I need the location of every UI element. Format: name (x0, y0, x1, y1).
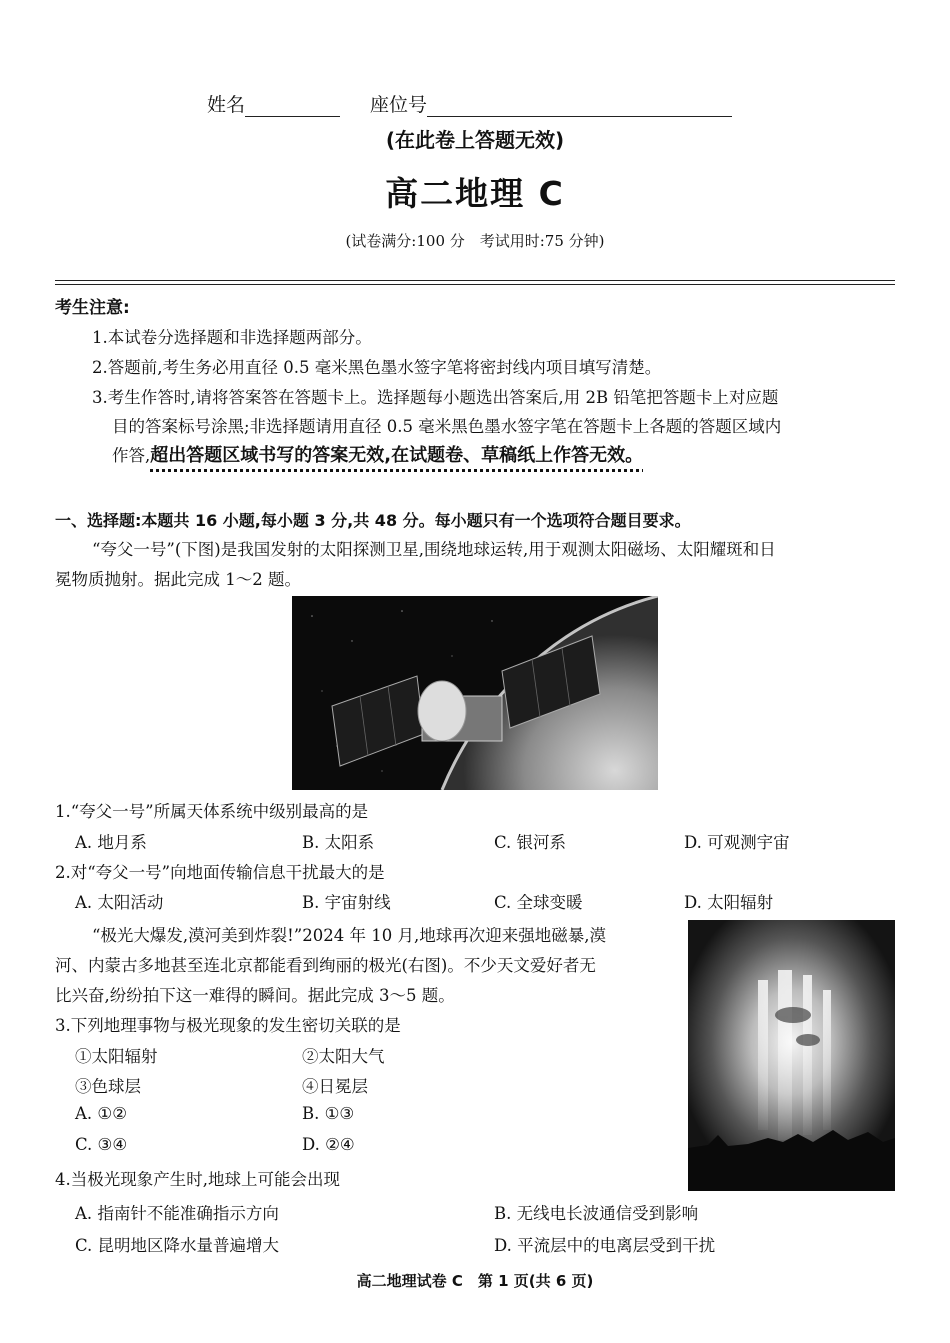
satellite-image (292, 596, 658, 790)
answer-notice: (在此卷上答题无效) (385, 128, 565, 152)
question-1-option-a: A. 地月系 (75, 833, 147, 852)
instructions-heading: 考生注意: (55, 298, 130, 318)
question-3-option-d: D. ②④ (302, 1135, 355, 1154)
question-1-stem: 1.“夸父一号”所属天体系统中级别最高的是 (55, 802, 369, 821)
aurora-illustration (688, 920, 895, 1191)
question-1-option-d: D. 可观测宇宙 (684, 833, 790, 852)
question-4-option-d: D. 平流层中的电离层受到干扰 (494, 1236, 716, 1255)
seat-field (370, 90, 732, 117)
seat-label: 座位号 (370, 94, 428, 116)
question-3-item-3: ③色球层 (75, 1077, 141, 1096)
page-footer: 高二地理试卷 C 第 1 页(共 6 页) (356, 1272, 594, 1290)
passage2-line: 比兴奋,纷纷拍下这一难得的瞬间。据此完成 3～5 题。 (55, 986, 455, 1005)
question-3-item-2: ②太阳大气 (302, 1047, 385, 1066)
satellite-illustration (292, 596, 658, 790)
instruction-item: 目的答案标号涂黑;非选择题请用直径 0.5 毫米黑色墨水签字笔在答题卡上各题的答题区域内 (112, 417, 782, 436)
question-4-option-c: C. 昆明地区降水量普遍增大 (75, 1236, 280, 1255)
exam-subtitle: (试卷满分:100 分 考试用时:75 分钟) (345, 232, 605, 250)
question-1-option-b: B. 太阳系 (302, 833, 375, 852)
question-2-option-c: C. 全球变暖 (494, 893, 583, 912)
instruction-tail-plain: 作答, (112, 446, 151, 465)
question-4-option-b: B. 无线电长波通信受到影响 (494, 1204, 699, 1223)
aurora-image (688, 920, 895, 1191)
question-3-item-4: ④日冕层 (302, 1077, 368, 1096)
question-2-option-b: B. 宇宙射线 (302, 893, 391, 912)
section1-heading: 一、选择题:本题共 16 小题,每小题 3 分,共 48 分。每小题只有一个选项符合题目要求。 (55, 511, 691, 530)
question-1-option-c: C. 银河系 (494, 833, 567, 852)
instruction-item: 2.答题前,考生务必用直径 0.5 毫米黑色墨水签字笔将密封线内项目填写清楚。 (92, 358, 662, 377)
question-2-option-d: D. 太阳辐射 (684, 893, 774, 912)
divider-top (55, 280, 895, 281)
question-3-option-a: A. ①② (75, 1104, 127, 1123)
instruction-emphasis: 超出答题区域书写的答案无效,在试题卷、草稿纸上作答无效。 (150, 445, 644, 466)
instruction-item-tail (112, 441, 643, 467)
passage2-line: “极光大爆发,漠河美到炸裂!”2024 年 10 月,地球再次迎来强地磁暴,漠 (92, 926, 606, 945)
page-title: 高二地理 C (385, 174, 565, 213)
question-3-option-c: C. ③④ (75, 1135, 128, 1154)
instruction-item: 3.考生作答时,请将答案答在答题卡上。选择题每小题选出答案后,用 2B 铅笔把答题卡上对应题 (92, 388, 779, 407)
question-2-stem: 2.对“夸父一号”向地面传输信息干扰最大的是 (55, 863, 385, 882)
question-4-option-a: A. 指南针不能准确指示方向 (75, 1204, 279, 1223)
question-2-option-a: A. 太阳活动 (75, 893, 164, 912)
question-3-item-1: ①太阳辐射 (75, 1047, 158, 1066)
passage1-line: 冕物质抛射。据此完成 1～2 题。 (55, 570, 301, 589)
question-3-option-b: B. ①③ (302, 1104, 355, 1123)
instruction-item: 1.本试卷分选择题和非选择题两部分。 (92, 328, 372, 347)
passage1-line: “夸父一号”(下图)是我国发射的太阳探测卫星,围绕地球运转,用于观测太阳磁场、太阳耀斑和日 (92, 540, 776, 559)
passage2-line: 河、内蒙古多地甚至连北京都能看到绚丽的极光(右图)。不少天文爱好者无 (55, 956, 596, 975)
divider-bottom (55, 284, 895, 285)
question-4-stem: 4.当极光现象产生时,地球上可能会出现 (55, 1170, 340, 1189)
name-field (207, 90, 340, 117)
question-3-stem: 3.下列地理事物与极光现象的发生密切关联的是 (55, 1016, 401, 1035)
name-label: 姓名 (207, 94, 246, 116)
